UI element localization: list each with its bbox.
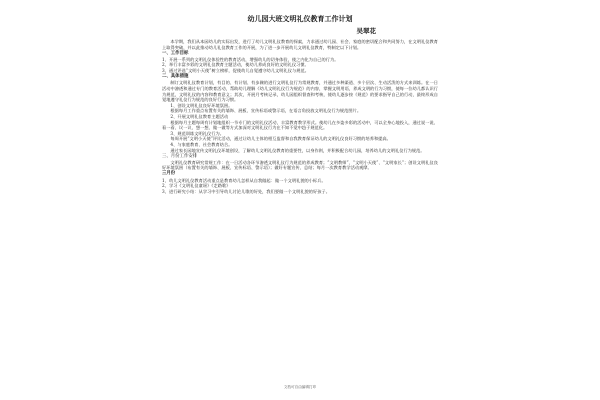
march-item: 2、学习《文明礼仪童谣》《走路歌》: [162, 183, 231, 189]
measures-paragraph: 制订文明礼仪教育计划，有目的、有计划、有步骤的进行文明礼仪行为常规教育，并通过多种渠道、多个层次、生动活泼的方式来训练。在一日活动中渗透和通过专门的教育活动，帮助幼儿理解《幼儿文明礼仪行为规范》的内容，掌握文明用语，养成文明的行为习惯，使每一位幼儿都认识行为规范，文明礼仪的内容和教育意义；其次，开展月考核记录，幼儿园组织督查和考核，使幼儿逐步按《规范》的要求指导自己的行动，最终形成自觉地遵守礼仪行为规范的良好行为习惯。: [162, 80, 438, 103]
march-item: 1、幼儿文明礼仪教育活动重点是教育幼儿怎样从自我做起：做一个文明礼貌的小标兵。: [162, 177, 326, 183]
measure-item: 2、开展文明礼仪教育主题活动: [170, 113, 229, 119]
march-item: 3、进行研究小结：从学习中引导幼儿讨论儿歌的好处，我们要做一个文明礼貌的好孩子。: [162, 188, 330, 194]
page-footer: 文档可自由编辑打印: [283, 385, 317, 389]
measure-item: 每周开展“文明小天使”评比活动，通过让幼儿主体的相互监督和自我教育保证幼儿的文明礼仪良好习惯的培养和提高。: [170, 136, 391, 142]
section-heading-schedule: 三、月份工作安排: [162, 153, 198, 159]
measure-item: 根据每月主题每周有计划地组织一节专门的文明礼仪活动，丰富教育教学形式。使幼儿在多姿多彩的活动中，可以全身心地投入，通过说一说、看一看、议一议、想一想、做一做等方式加深对文明礼仪行为在不知不觉中趋于规范化。: [162, 119, 438, 131]
measure-item: 根据每月工作重点布置有关的墙饰、展板、宣传标语或警示语，在语言角投放文明礼仪行为规范图片。: [170, 108, 362, 114]
measure-item: 1、创设文明礼仪良好环境氛围。: [170, 102, 233, 108]
measure-item: 3、规范训练文明礼仪行为。: [170, 130, 224, 136]
intro-paragraph: 本学期，我们从本园幼儿的实际出发，进行了幼儿文明礼仪教育的探索，力求通过幼儿园、社会、家庭的密切配合和共同努力，在文明礼仪教育上取得突破，并以此推动幼儿礼仪教育工作的开展，为了进一步开展幼儿文明礼仪教育，特制定以下计划。: [162, 39, 438, 50]
section-heading-measures: 二、具体措施: [162, 74, 189, 80]
month-heading-march: 三月份: [162, 171, 176, 177]
document-title: 幼儿园大班文明礼仪教育工作计划: [247, 14, 353, 23]
measure-item: 4、与家庭教育、社会教育结合。: [170, 141, 233, 147]
measure-item: 通过家长园地宣传文明礼仪环境创设，了解幼儿文明礼仪教育的重要性，以身作则，并积极配合幼儿园，培养幼儿的文明礼仪行为规范。: [170, 147, 425, 153]
goal-item: 2、举行丰富多彩的文明礼仪教育主题活动，使幼儿养成良好的文明礼仪习惯。: [162, 62, 309, 68]
goal-item: 3、通过评选“文明小天使”树立榜样，促使幼儿自觉遵守幼儿文明礼仪与规范。: [162, 68, 309, 74]
document-page: [162, 10, 438, 394]
schedule-paragraph: 文明礼仪教育研究常规工作：在一日活动各环节渗透文明礼仪行为规范的养成教育；“文明教师”、“文明小天使”、“文明家长”；创设文明礼仪良好环境氛围（布置有关的墙饰、展板、宣传标语、警示语）；做好专题宣传、总结；每月一次教育教学活动观摩。: [162, 159, 438, 171]
section-heading-goals: 一、工作目标: [162, 50, 189, 56]
goal-item: 1、开展一系列的文明礼仪体验性的教育活动，增强幼儿的切身体验，使之内化为自己的行为。: [162, 56, 339, 62]
author-name: 吴翠花: [356, 27, 376, 35]
